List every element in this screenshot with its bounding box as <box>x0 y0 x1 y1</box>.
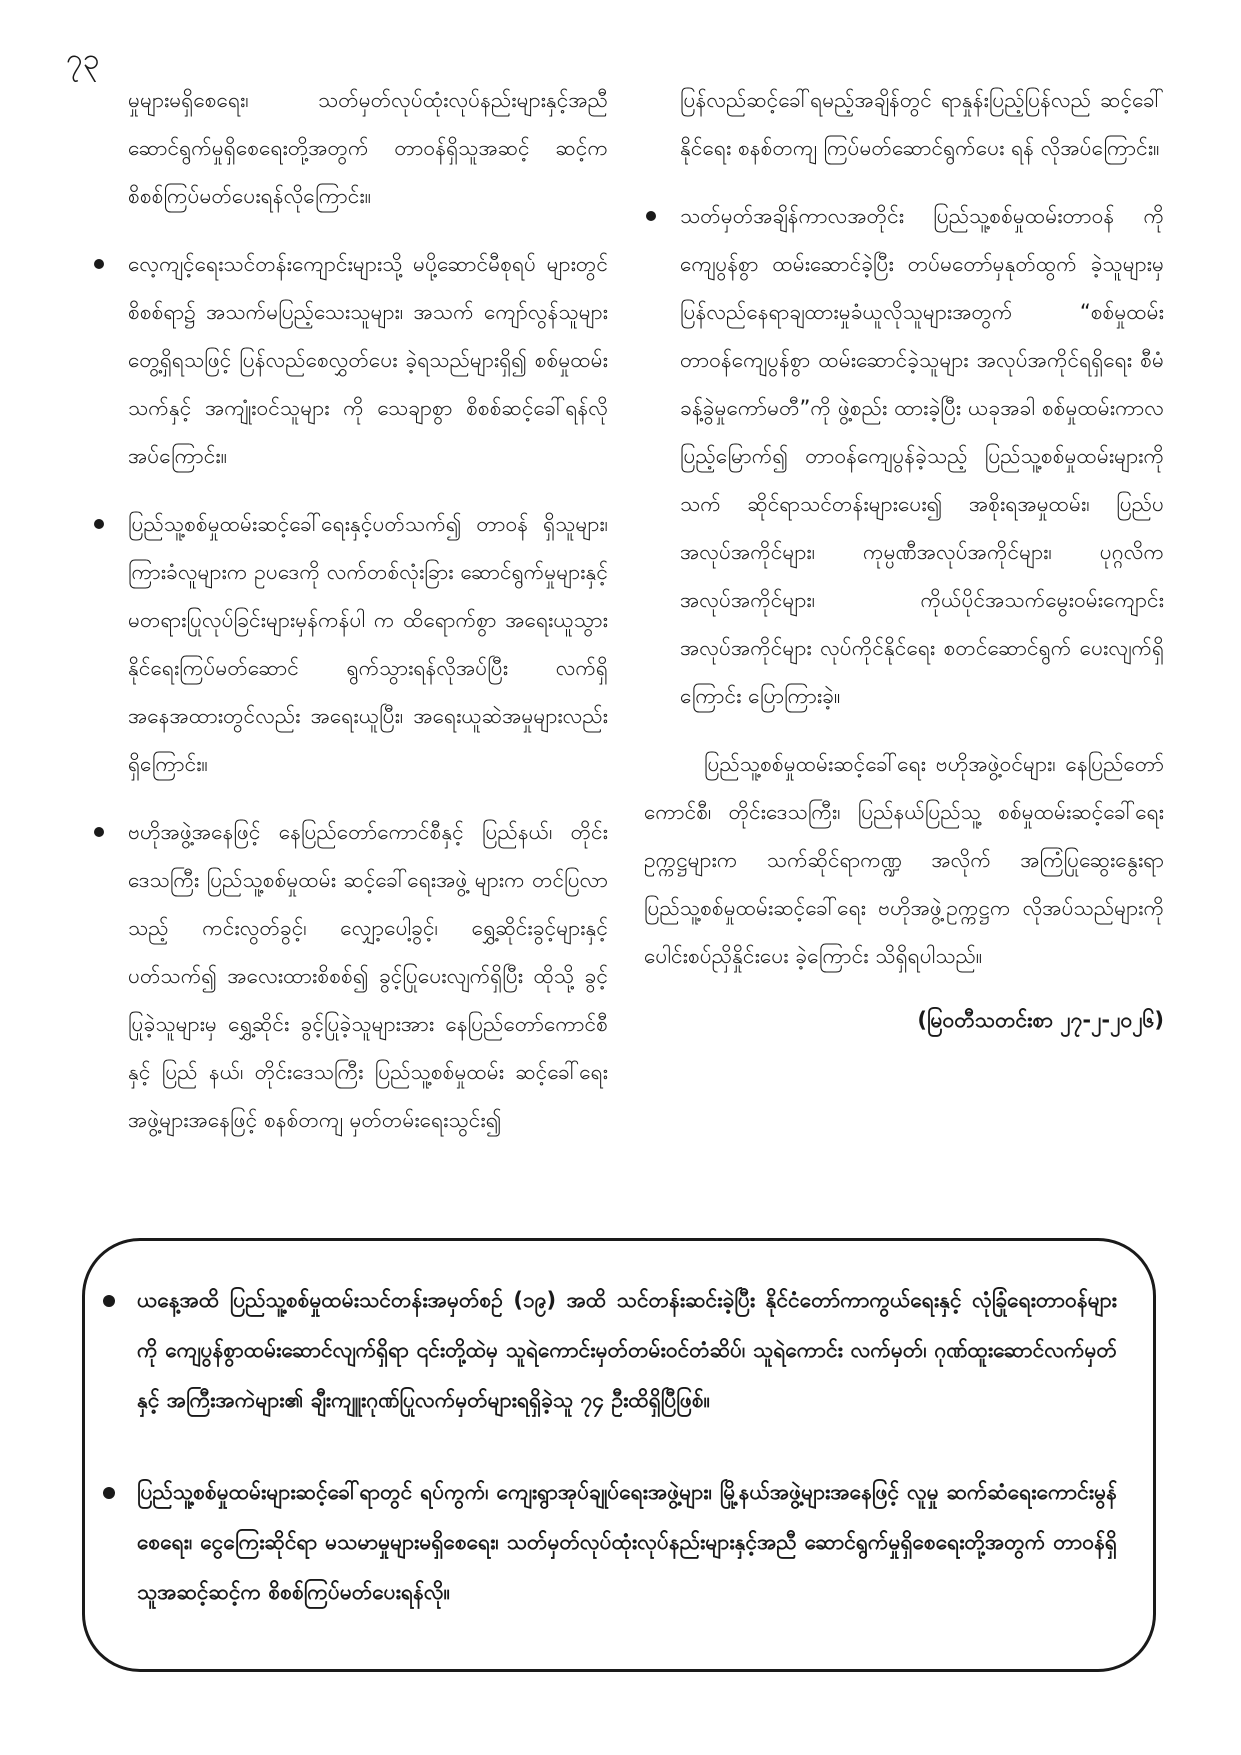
left-column <box>92 76 608 1164</box>
bullet-icon <box>103 1295 115 1307</box>
bullet-icon <box>646 211 656 221</box>
bullet-icon <box>94 259 104 269</box>
bullet-text: ပြည်သူ့စစ်မှုထမ်းဆင့်ခေါ်ရေးနှင့်ပတ်သက်၍ တာဝန် ရှိသူများ၊ ကြားခံလူများက ဥပဒေကို လက်တစ်လုံးခြား ဆောင်ရွက်မှုများနှင့် မတရားပြုလုပ်ခြင်းများမှန်ကန်ပါ က ထိရောက်စွာ အရေးယူသွားနိုင်ရေးကြပ်မတ်ဆောင် ရွက်သွားရန်လိုအပ်ပြီး လက်ရှိအနေအထားတွင်လည်း အရေးယူပြီး၊ အရေးယူဆဲအမှုများလည်း ရှိကြောင်း။ <box>128 512 608 776</box>
bullet-text: ဗဟိုအဖွဲ့အနေဖြင့် နေပြည်တော်ကောင်စီနှင့် ပြည်နယ်၊ တိုင်းဒေသကြီး ပြည်သူ့စစ်မှုထမ်း ဆင့်ခေါ်ရေးအဖွဲ့ များက တင်ပြလာသည့် ကင်းလွတ်ခွင့်၊ လျှော့ပေါ့ခွင့်၊ ရွှေ့ဆိုင်းခွင့်များနှင့် ပတ်သက်၍ အလေးထားစိစစ်၍ ခွင့်ပြုပေးလျက်ရှိပြီး ထိုသို့ ခွင့်ပြုခဲ့သူများမှ ရွှေ့ဆိုင်း ခွင့်ပြုခဲ့သူများအား နေပြည်တော်ကောင်စီနှင့် ပြည် နယ်၊ တိုင်းဒေသကြီး ပြည်သူ့စစ်မှုထမ်း ဆင့်ခေါ်ရေး အဖွဲ့များအနေဖြင့် စနစ်တကျ မှတ်တမ်းရေးသွင်း၍ <box>128 820 608 1132</box>
bullet-icon <box>94 519 104 529</box>
highlight-box <box>82 1238 1156 1672</box>
right-column <box>644 76 1164 1044</box>
bullet-text: သတ်မှတ်အချိန်ကာလအတိုင်း ပြည်သူ့စစ်မှုထမ်းတာဝန် ကို ကျေပွန်စွာ ထမ်းဆောင်ခဲ့ပြီး တပ်မတော်မှနုတ်ထွက် ခဲ့သူများမှ ပြန်လည်နေရာချထားမှုခံယူလိုသူများအတွက် “စစ်မှုထမ်း တာဝန်ကျေပွန်စွာ ထမ်းဆောင်ခဲ့သူများ အလုပ်အကိုင်ရရှိရေး စီမံခန့်ခွဲမှုကော်မတီ”ကို ဖွဲ့စည်း ထားခဲ့ပြီး ယခုအခါ စစ်မှုထမ်းကာလပြည့်မြောက်၍ တာဝန်ကျေပွန်ခဲ့သည့် ပြည်သူ့စစ်မှုထမ်းများကို သက် ဆိုင်ရာသင်တန်းများပေး၍ အစိုးရအမှုထမ်း၊ ပြည်ပ အလုပ်အကိုင်များ၊ ကုမ္ပဏီအလုပ်အကိုင်များ၊ ပုဂ္ဂလိက အလုပ်အကိုင်များ၊ ကိုယ်ပိုင်အသက်မွေးဝမ်းကျောင်း အလုပ်အကိုင်များ လုပ်ကိုင်နိုင်ရေး စတင်ဆောင်ရွက် ပေးလျက်ရှိကြောင်း ပြောကြားခဲ့။ <box>680 204 1164 708</box>
closing-paragraph: ပြည်သူ့စစ်မှုထမ်းဆင့်ခေါ်ရေး ဗဟိုအဖွဲ့ဝင်များ၊ နေပြည်တော်ကောင်စီ၊ တိုင်းဒေသကြီး၊ ပြည်နယ်ပြည်သူ့ စစ်မှုထမ်းဆင့်ခေါ်ရေး ဥက္ကဋ္ဌများက သက်ဆိုင်ရာကဏ္ဍ အလိုက် အကြံပြုဆွေးနွေးရာ ပြည်သူ့စစ်မှုထမ်းဆင့်ခေါ်ရေး ဗဟိုအဖွဲ့ဥက္ကဋ္ဌက လိုအပ်သည်များကို ပေါင်းစပ်ညှိနှိုင်းပေး ခဲ့ကြောင်း သိရှိရပါသည်။ <box>644 752 1164 968</box>
left-continuation-text: မှုများမရှိစေရေး၊ သတ်မှတ်လုပ်ထုံးလုပ်နည်းများနှင့်အညီ ဆောင်ရွက်မှုရှိစေရေးတို့အတွက် တာဝန်ရှိသူအဆင့် ဆင့်က စိစစ်ကြပ်မတ်ပေးရန်လိုကြောင်း။ <box>128 88 608 208</box>
left-bullet-item <box>92 500 608 788</box>
highlight-item <box>137 1275 1117 1425</box>
left-bullet-item <box>92 240 608 480</box>
highlight-text: ပြည်သူ့စစ်မှုထမ်းများဆင့်ခေါ်ရာတွင် ရပ်ကွက်၊ ကျေးရွာအုပ်ချုပ်ရေးအဖွဲ့များ၊ မြို့နယ်အဖွဲ့များအနေဖြင့် လူမှု ဆက်ဆံရေးကောင်းမွန်စေရေး၊ ငွေကြေးဆိုင်ရာ မသမာမှုများမရှိစေရေး၊ သတ်မှတ်လုပ်ထုံးလုပ်နည်းများနှင့်အညီ ဆောင်ရွက်မှုရှိစေရေးတို့အတွက် တာဝန်ရှိသူအဆင့်ဆင့်က စိစစ်ကြပ်မတ်ပေးရန်လို။ <box>137 1480 1117 1604</box>
bullet-icon <box>94 827 104 837</box>
source-citation: (မြဝတီသတင်းစာ ၂၇-၂-၂၀၂၆) <box>917 1008 1164 1032</box>
left-bullet-item <box>92 808 608 1144</box>
bullet-text: လေ့ကျင့်ရေးသင်တန်းကျောင်းများသို့ မပို့ဆောင်မီစုရပ် များတွင် စိစစ်ရာ၌ အသက်မပြည့်သေးသူများ၊ အသက် ကျော်လွန်သူများတွေ့ရှိရသဖြင့် ပြန်လည်စေလွှတ်ပေး ခဲ့ရသည်များရှိ၍ စစ်မှုထမ်းသက်နှင့် အကျုံးဝင်သူများ ကို သေချာစွာ စိစစ်ဆင့်ခေါ်ရန်လိုအပ်ကြောင်း။ <box>128 252 608 468</box>
right-continuation-text: ပြန်လည်ဆင့်ခေါ်ရမည့်အချိန်တွင် ရာနှုန်းပြည့်ပြန်လည် ဆင့်ခေါ်နိုင်ရေး စနစ်တကျ ကြပ်မတ်ဆောင်ရွက်ပေး ရန် လိုအပ်ကြောင်း။ <box>680 88 1164 160</box>
right-bullet-item <box>644 192 1164 720</box>
highlight-item <box>137 1467 1117 1617</box>
bullet-icon <box>103 1487 115 1499</box>
highlight-text: ယနေ့အထိ ပြည်သူ့စစ်မှုထမ်းသင်တန်းအမှတ်စဉ် (၁၉) အထိ သင်တန်းဆင်းခဲ့ပြီး နိုင်ငံတော်ကာကွယ်ရေးနှင့် လုံခြုံရေးတာဝန်များကို ကျေပွန်စွာထမ်းဆောင်လျက်ရှိရာ ၎င်းတို့ထဲမှ သူရဲကောင်းမှတ်တမ်းဝင်တံဆိပ်၊ သူရဲကောင်း လက်မှတ်၊ ဂုဏ်ထူးဆောင်လက်မှတ်နှင့် အကြီးအကဲများ၏ ချီးကျူးဂုဏ်ပြုလက်မှတ်များရရှိခဲ့သူ ၇၄ ဦးထိရှိပြီဖြစ်။ <box>137 1288 1117 1412</box>
page-number: ၇၃ <box>66 42 100 77</box>
